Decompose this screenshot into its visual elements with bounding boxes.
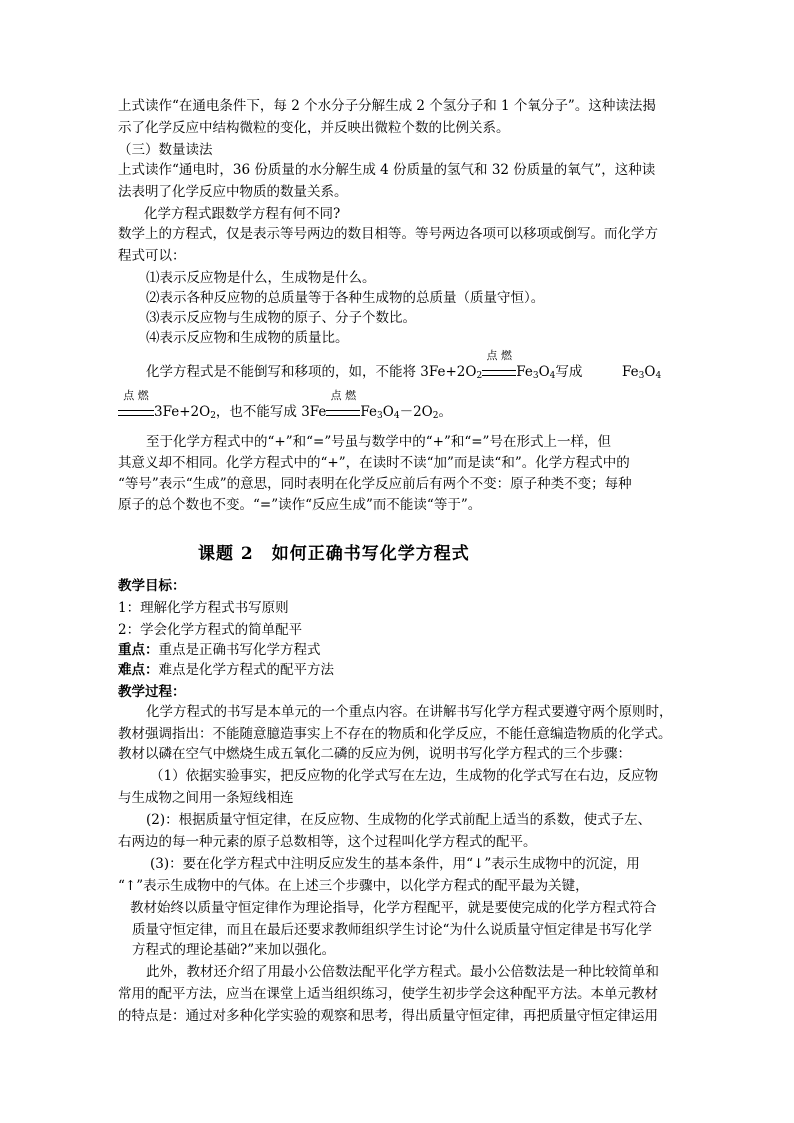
line2-minus-o2: －2O (399, 404, 433, 420)
body2-line2: 质量守恒定律，而且在最后还要求教师组织学生讨论“为什么说质量守恒定律是书写化学 (132, 922, 652, 938)
step3-line2: “↑”表示生成物中的气体。在上述三个步骤中，以化学方程式的配平最为关键， (118, 878, 589, 894)
para3-line2: 程式可以： (118, 248, 186, 264)
fe-right: Fe (622, 364, 639, 380)
line2-product-sub-3: 3 (377, 411, 383, 421)
line2-product-o: O (382, 404, 394, 420)
write-as-text: 写成 (555, 364, 583, 380)
goal-2: 2：学会化学方程式的简单配平 (118, 622, 303, 638)
line2-minus-sub: 2 (432, 411, 439, 421)
reaction-arrow-ignite-2 (326, 389, 360, 422)
line2-middle-text: ，也不能写成 3Fe (215, 404, 327, 420)
product-fe: Fe (516, 364, 533, 380)
body3-line2: 常用的配平方法，应当在课堂上适当组织练习，使学生初步学会这种配平方法。本单元教材 (118, 986, 658, 1002)
step1-line2: 与生成物之间用一条短线相连 (118, 790, 294, 806)
para2-line1: 上式读作“通电时，36 份质量的水分解生成 4 份质量的氢气和 32 份质量的氧气”，这种读 (118, 162, 656, 178)
body1-line1: 化学方程式的书写是本单元的一个重点内容。在讲解书写化学方程式要遵守两个原则时， (146, 704, 673, 720)
line2-product-sub-4: 4 (393, 411, 400, 421)
body2-line1: 教材始终以质量守恒定律作为理论指导，化学方程配平，就是要使完成的化学方程式符合 (130, 900, 657, 916)
equation-line-2 (118, 389, 452, 422)
reaction-arrow-reversed (118, 389, 154, 422)
key-point-text: 重点是正确书写化学方程式 (158, 642, 321, 658)
para1-line1: 上式读作“在通电条件下，每 2 个水分子分解生成 2 个氢分子和 1 个氧分子”。这种读法揭 (118, 98, 656, 114)
difficulty-point (118, 660, 334, 680)
list-item-4: ⑷表示反应物和生成物的质量比。 (146, 330, 349, 346)
fe-right-sub-4: 4 (655, 371, 662, 381)
reaction-condition: 点 燃 (486, 349, 512, 362)
lesson-title: 课题 2 如何正确书写化学方程式 (198, 544, 470, 564)
line2-period: 。 (438, 404, 452, 420)
para5-line3: “等号”表示“生成”的意思，同时表明在化学反应前后有两个不变：原子种类不变；每种 (118, 476, 632, 492)
reaction-condition-2: 点 燃 (123, 389, 149, 402)
difficulty-text: 难点是化学方程式的配平方法 (158, 662, 334, 678)
line2-reactants: 3Fe+2O (154, 404, 211, 420)
question-line: 化学方程式跟数学方程有何不同? (144, 206, 341, 222)
step1-line1: （1）依据实验事实，把反应物的化学式写在左边，生成物的化学式写在右边，反应物 (150, 768, 659, 784)
section-heading-quantity-reading: （三）数量读法 (118, 142, 213, 158)
para5-line1: 至于化学方程式中的“+”和“=”号虽与数学中的“+”和“=”号在形式上一样，但 (146, 434, 611, 450)
product-sub-3: 3 (532, 371, 539, 381)
equation-intro: 化学方程式是不能倒写和移项的，如，不能将 3Fe+2O (146, 364, 477, 380)
step3-line1: (3)：要在化学方程式中注明反应发生的基本条件，用“↓”表示生成物中的沉淀，用 (150, 856, 640, 872)
list-item-2: ⑵表示各种反应物的总质量等于各种生成物的总质量（质量守恒）。 (146, 290, 545, 306)
line2-product-fe: Fe (360, 404, 378, 420)
equation-fe3o4-right (622, 362, 661, 382)
body3-line1: 此外，教材还介绍了用最小公倍数法配平化学方程式。最小公倍数法是一种比较简单和 (146, 964, 659, 980)
reaction-condition-3: 点 燃 (330, 389, 357, 402)
product-sub-4: 4 (549, 371, 556, 381)
difficulty-label: 难点： (118, 662, 159, 678)
teaching-goals-label: 教学目标： (118, 578, 186, 594)
reaction-arrow-ignite (482, 349, 516, 382)
para5-line4: 原子的总个数也不变。“=”读作“反应生成”而不能读“等于”。 (118, 497, 482, 513)
fe-right-o: O (644, 364, 656, 380)
teaching-process-label: 教学过程： (118, 684, 186, 700)
key-point-label: 重点： (118, 642, 159, 658)
body1-line2: 教材强调指出：不能随意臆造事实上不存在的物质和化学反应，不能任意编造物质的化学式。 (118, 726, 672, 742)
key-point (118, 640, 321, 660)
equation-line-1 (146, 349, 583, 382)
para3-line1: 数学上的方程式，仅是表示等号两边的数目相等。等号两边各项可以移项或倒写。而化学方 (118, 226, 658, 242)
line2-reactants-sub: 2 (210, 411, 216, 421)
body3-line3: 的特点是：通过对多种化学实验的观察和思考，得出质量守恒定律，再把质量守恒定律运用 (118, 1008, 658, 1024)
equation-intro-sub: 2 (476, 371, 483, 381)
list-item-3: ⑶表示反应物与生成物的原子、分子个数比。 (146, 310, 416, 326)
goal-1: 1：理解化学方程式书写原则 (118, 600, 289, 616)
list-item-1: ⑴表示反应物是什么，生成物是什么。 (146, 270, 376, 286)
para1-line2: 示了化学反应中结构微粒的变化，并反映出微粒个数的比例关系。 (118, 120, 510, 136)
body1-line3: 教材以磷在空气中燃烧生成五氧化二磷的反应为例，说明书写化学方程式的三个步骤： (118, 746, 631, 762)
product-o: O (538, 364, 550, 380)
para2-line2: 法表明了化学反应中物质的数量关系。 (118, 184, 348, 200)
body2-line3: 方程式的理论基础?”来加以强化。 (132, 942, 336, 958)
step2-line2: 右两边的每一种元素的原子总数相等，这个过程叫化学方程式的配平。 (118, 834, 537, 850)
para5-line2: 其意义却不相同。化学方程式中的“+”，在读时不读“加”而是读“和”。化学方程式中的 (118, 455, 630, 471)
fe-right-sub-3: 3 (638, 371, 645, 381)
step2-line1: (2)：根据质量守恒定律，在反应物、生成物的化学式前配上适当的系数，使式子左、 (146, 812, 652, 828)
